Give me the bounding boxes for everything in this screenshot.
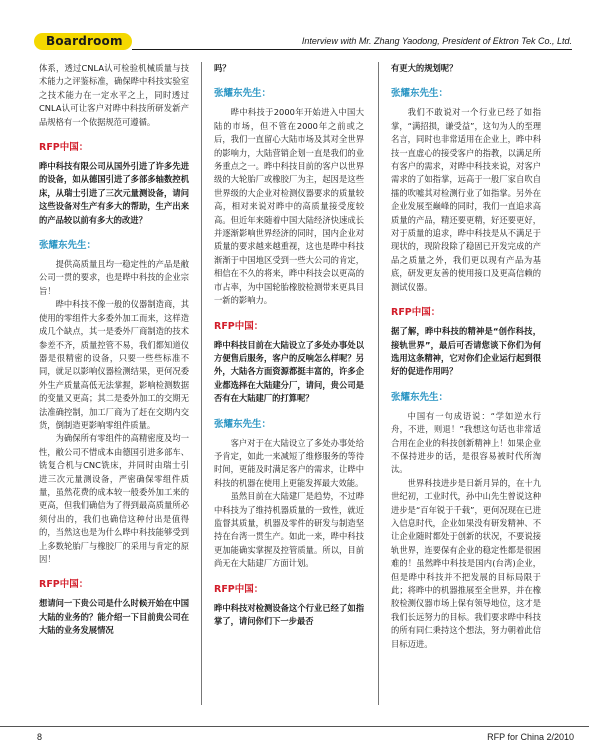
publication-name: RFP for China 2/2010 (487, 732, 574, 742)
column-2 (214, 62, 364, 707)
answer-paragraph: 中国有一句成语说：“学如逆水行舟，不进，则退！”我想这句话也非常适合用在企业的科技创新精神上！如果企业不保持进步的话，是很容易被时代所淘汰。 (391, 410, 541, 475)
header-rule (132, 49, 572, 50)
answer-paragraph: 我们不敢说对一个行业已经了如指掌，“满招损，谦受益”，这句为人的至理名言，同时也非常适用在企业上，晔中科技一直虚心的接受客户的指教，以满足所有客户的需求，对晔中科技来说，对客户需求的了如指掌，远高于一般厂家自吹自擂的吹嘘其对检测行业了如指掌。另外在企业发展至巅峰的同时，我们一直追求高质量的产品，精还要更精，好还要更好，对于质量的追求，晔中科技是从不满足于现状的，现阶段除了稳固已开发完成的产品之质量之外，我们更以现有产品为基底，研发更友善的使用接口及更高信赖的测试仪器。 (391, 107, 541, 292)
column-1 (39, 62, 189, 707)
page-header (0, 0, 589, 50)
column-3 (391, 62, 541, 707)
interviewee-label: 张耀东先生： (214, 88, 272, 100)
question-text: 晔中科技目前在大陆设立了多处办事处以方便售后服务，客户的反响怎么样呢？另外，大陆各方面资源都挺丰富的，许多企业都选择在大陆建分厂，请问，贵公司是否有在大陆建厂的打算呢？ (214, 339, 364, 404)
answer-paragraph: 晔中科技不像一般的仪器制造商，其使用的零组件大多委外加工而来，这样造成几个缺点，其一是委外厂商制造的技术参差不齐，质量控管不易，我们都知道仪器是很精密的设备，只要一些些标准不同，就足以影响仪器检测结果，更何况委外生产质量高低无法掌握，影响检测数据的变量又更高；其二是委外加工的交期无法准确控制，加工厂商为了赶在交期内交货，倒制造更影响零组件质量。 (39, 299, 189, 430)
interviewer-label: RFP中国： (214, 583, 264, 595)
answer-paragraph: 为确保所有零组件的高精密度及均一性，敝公司不惜成本由德国引进多部车、铣复合机与CNC铣床，并同时由瑞士引进三次元量测设备，严密确保零组件质量，虽然花费的成本较一般委外加工来的更高，但我们确信为了得到最高质量所必须付出的，我们也确信这种付出是值得的，当然这也是为什么晔中科技能够受到上多数轮胎厂与橡胶厂的采用与肯定的原因！ (39, 433, 189, 564)
answer-paragraph: 体系，透过CNLA认可检验机械质量与技术能力之评鉴标准，确保晔中科技实验室之技术能力在一定水平之上，同时透过CNLA认可让客户对晔中科技所研发新产品规格有一个依据规范可遵循。 (39, 63, 189, 127)
section-label: Boardroom (46, 34, 123, 48)
question-text: 想请问一下贵公司是什么时候开始在中国大陆的业务的？能介绍一下目前贵公司在大陆的业务发展情况 (39, 598, 189, 636)
footer-rule (0, 726, 589, 727)
answer-paragraph: 提供高质量且均一稳定性的产品是敝公司一贯的要求，也是晔中科技的企业宗旨！ (39, 259, 189, 296)
question-text: 晔中科技有限公司从国外引进了许多先进的设备，如从德国引进了多部多轴数控机床，从瑞士引进了三次元量测设备，请问这些设备对生产有多大的帮助，生产出来的产品较以前有多大的改进？ (39, 161, 189, 225)
page-number: 8 (37, 732, 43, 742)
question-text: 有更大的规划呢？ (391, 63, 458, 73)
answer-paragraph: 世界科技进步是日新月异的，在十九世纪初，工业时代，孙中山先生曾说这种进步是“百年锐于千载”，更何况现在已进入信息时代，企业如果没有研发精神、不让企业随时都处于创新的状况，不要说接轨世界，连要保有企业的稳定性都是很困难的！虽然晔中科技是国内(台湾)企业，但是晔中科技并不把发展的目标局限于此；将晔中的机器推展至全世界，并在橡胶检测仪器市场上保有领导地位，这才是我们长远努力的目标。我们要求晔中科技的所有同仁秉持这个想法，努力朝着此信目标迈进。 (391, 477, 541, 649)
interviewee-label: 张耀东先生： (391, 391, 449, 403)
interviewer-label: RFP中国： (214, 320, 264, 332)
answer-paragraph: 客户对于在大陆设立了多处办事处给予肯定，如此一来减短了维修服务的等待时间，更能及时满足客户的需求，让晔中科技的机器在使用上更能发挥最大效能。 (214, 437, 364, 488)
question-text: 据了解，晔中科技的精神是“创作科技，接轨世界”，最后可否请您谈下你们为何选用这条精神，它对你们企业运行起到很好的促进作用吗？ (391, 326, 541, 377)
interviewee-label: 张耀东先生： (214, 418, 272, 430)
question-text: 晔中科技对检测设备这个行业已经了如指掌了，请问你们下一步最否 (214, 602, 364, 626)
interviewee-label: 张耀东先生： (39, 240, 97, 252)
answer-paragraph: 晔中科技于2000年开始进入中国大陆的市场，但不管在2000年之前或之后，我们一直留心大陆市场及其对全世界的影响力，大陆营销企划一直是我们的业务重点之一。晔中科技目前的客户以世界级的大轮胎厂或橡胶厂为主，起因是这些世界级的大企业对检测仪器要求的质量较高，相对来说对晔中的高质量接受度较高。但近年来随着中国大陆经济快速成长并逐渐影响世界经济的同时，国内企业对质量的要求越来越重视，这也是晔中科技渐渐于中国地区受到一些大公司的肯定，相信在不久的将来，晔中科技会以更高的市占率，为中国轮胎橡胶检测带来更具目一新的影响力。 (214, 107, 364, 306)
column-divider (201, 62, 202, 705)
interviewee-label: 张耀东先生： (391, 88, 449, 100)
question-text: 吗？ (214, 63, 231, 73)
column-divider (378, 62, 379, 705)
interviewer-label: RFP中国： (391, 307, 441, 319)
interviewer-label: RFP中国： (39, 579, 89, 591)
interviewer-label: RFP中国： (39, 142, 89, 154)
article-title: Interview with Mr. Zhang Yaodong, President of Ektron Tek Co., Ltd. (301, 36, 572, 46)
answer-paragraph: 虽然目前在大陆建厂是趋势，不过晔中科技为了维持机器质量的一致性，就近监督其质量，机器及零件的研发与制造坚持在台湾一贯生产。如此一来，晔中科技更加能确实掌握及控管质量。所以，目前尚无在大陆建厂方面计划。 (214, 491, 364, 569)
